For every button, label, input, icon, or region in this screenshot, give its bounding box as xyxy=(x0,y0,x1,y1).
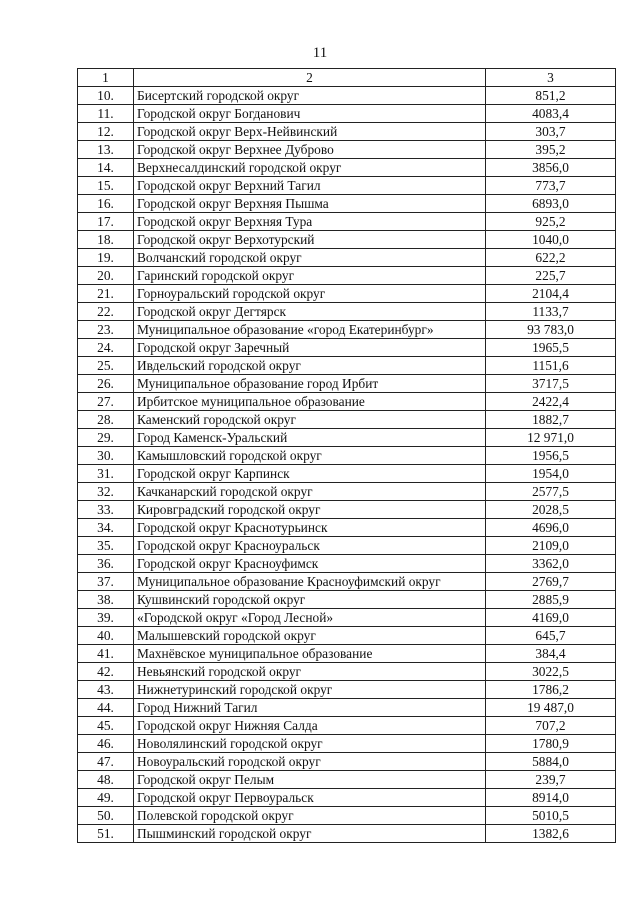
municipality-name: Полевской городской округ xyxy=(134,807,486,825)
table-row xyxy=(78,105,616,123)
table-row xyxy=(78,465,616,483)
table-row xyxy=(78,735,616,753)
row-number: 35. xyxy=(78,537,134,555)
row-value: 3022,5 xyxy=(486,663,616,681)
row-value: 2885,9 xyxy=(486,591,616,609)
row-number: 23. xyxy=(78,321,134,339)
header-col-1: 1 xyxy=(78,69,134,87)
municipality-name: Верхнесалдинский городской округ xyxy=(134,159,486,177)
table-body xyxy=(78,87,616,843)
row-value: 5010,5 xyxy=(486,807,616,825)
table-row xyxy=(78,87,616,105)
municipality-name: Городской округ Красноуфимск xyxy=(134,555,486,573)
row-number: 24. xyxy=(78,339,134,357)
table-row xyxy=(78,609,616,627)
row-number: 39. xyxy=(78,609,134,627)
municipality-name: Малышевский городской округ xyxy=(134,627,486,645)
municipality-name: Кушвинский городской округ xyxy=(134,591,486,609)
table-row xyxy=(78,231,616,249)
municipality-name: Ивдельский городской округ xyxy=(134,357,486,375)
table-row xyxy=(78,825,616,843)
row-number: 18. xyxy=(78,231,134,249)
row-value: 4169,0 xyxy=(486,609,616,627)
row-number: 27. xyxy=(78,393,134,411)
row-number: 51. xyxy=(78,825,134,843)
municipality-name: Новолялинский городской округ xyxy=(134,735,486,753)
municipality-name: Городской округ Верхотурский xyxy=(134,231,486,249)
table-header-row xyxy=(78,69,616,87)
municipality-name: Город Нижний Тагил xyxy=(134,699,486,717)
table-row xyxy=(78,519,616,537)
row-value: 1151,6 xyxy=(486,357,616,375)
row-value: 2422,4 xyxy=(486,393,616,411)
municipality-name: Городской округ Верх-Нейвинский xyxy=(134,123,486,141)
row-value: 645,7 xyxy=(486,627,616,645)
row-value: 384,4 xyxy=(486,645,616,663)
table-row xyxy=(78,411,616,429)
row-number: 17. xyxy=(78,213,134,231)
row-number: 12. xyxy=(78,123,134,141)
row-number: 32. xyxy=(78,483,134,501)
row-number: 41. xyxy=(78,645,134,663)
table-row xyxy=(78,123,616,141)
municipality-name: Гаринский городской округ xyxy=(134,267,486,285)
row-number: 19. xyxy=(78,249,134,267)
table-row xyxy=(78,195,616,213)
municipality-name: Городской округ Верхний Тагил xyxy=(134,177,486,195)
row-number: 43. xyxy=(78,681,134,699)
municipality-name: Пышминский городской округ xyxy=(134,825,486,843)
municipality-name: Махнёвское муниципальное образование xyxy=(134,645,486,663)
municipality-name: Качканарский городской округ xyxy=(134,483,486,501)
row-number: 21. xyxy=(78,285,134,303)
row-number: 38. xyxy=(78,591,134,609)
row-number: 49. xyxy=(78,789,134,807)
row-value: 3362,0 xyxy=(486,555,616,573)
table-row xyxy=(78,393,616,411)
row-value: 2577,5 xyxy=(486,483,616,501)
row-value: 1954,0 xyxy=(486,465,616,483)
municipality-name: Городской округ Заречный xyxy=(134,339,486,357)
row-value: 707,2 xyxy=(486,717,616,735)
row-value: 773,7 xyxy=(486,177,616,195)
row-number: 28. xyxy=(78,411,134,429)
table-row xyxy=(78,159,616,177)
table-row xyxy=(78,681,616,699)
municipality-name: Городской округ Красноуральск xyxy=(134,537,486,555)
row-number: 47. xyxy=(78,753,134,771)
table-row xyxy=(78,249,616,267)
municipality-name: Городской округ Краснотурьинск xyxy=(134,519,486,537)
municipality-name: Камышловский городской округ xyxy=(134,447,486,465)
row-number: 34. xyxy=(78,519,134,537)
row-value: 8914,0 xyxy=(486,789,616,807)
row-value: 12 971,0 xyxy=(486,429,616,447)
table-row xyxy=(78,753,616,771)
row-value: 1786,2 xyxy=(486,681,616,699)
municipality-name: Город Каменск-Уральский xyxy=(134,429,486,447)
table-row xyxy=(78,591,616,609)
municipality-name: Муниципальное образование город Ирбит xyxy=(134,375,486,393)
table-row xyxy=(78,663,616,681)
row-value: 4696,0 xyxy=(486,519,616,537)
row-number: 44. xyxy=(78,699,134,717)
row-number: 26. xyxy=(78,375,134,393)
header-col-2: 2 xyxy=(134,69,486,87)
row-number: 30. xyxy=(78,447,134,465)
municipality-name: Городской округ Верхняя Пышма xyxy=(134,195,486,213)
row-value: 395,2 xyxy=(486,141,616,159)
row-value: 3856,0 xyxy=(486,159,616,177)
row-value: 1882,7 xyxy=(486,411,616,429)
row-value: 19 487,0 xyxy=(486,699,616,717)
municipality-name: Нижнетуринский городской округ xyxy=(134,681,486,699)
table-row xyxy=(78,483,616,501)
municipality-name: Городской округ Нижняя Салда xyxy=(134,717,486,735)
table-row xyxy=(78,303,616,321)
municipality-name: Каменский городской округ xyxy=(134,411,486,429)
municipality-name: Кировградский городской округ xyxy=(134,501,486,519)
table-row xyxy=(78,375,616,393)
row-value: 1780,9 xyxy=(486,735,616,753)
row-number: 45. xyxy=(78,717,134,735)
table-row xyxy=(78,141,616,159)
row-value: 239,7 xyxy=(486,771,616,789)
table-row xyxy=(78,501,616,519)
table-row xyxy=(78,339,616,357)
row-number: 25. xyxy=(78,357,134,375)
table-row xyxy=(78,267,616,285)
table-row xyxy=(78,447,616,465)
row-number: 42. xyxy=(78,663,134,681)
table-row xyxy=(78,555,616,573)
row-value: 2104,4 xyxy=(486,285,616,303)
municipality-name: Городской округ Верхнее Дуброво xyxy=(134,141,486,159)
table-row xyxy=(78,213,616,231)
table-row xyxy=(78,573,616,591)
row-number: 37. xyxy=(78,573,134,591)
municipality-name: «Городской округ «Город Лесной» xyxy=(134,609,486,627)
header-col-3: 3 xyxy=(486,69,616,87)
municipality-name: Городской округ Карпинск xyxy=(134,465,486,483)
row-number: 48. xyxy=(78,771,134,789)
municipality-name: Городской округ Богданович xyxy=(134,105,486,123)
row-value: 2769,7 xyxy=(486,573,616,591)
table-row xyxy=(78,807,616,825)
table-row xyxy=(78,429,616,447)
table-row xyxy=(78,627,616,645)
row-value: 1956,5 xyxy=(486,447,616,465)
page-number: 11 xyxy=(312,45,328,61)
municipality-name: Ирбитское муниципальное образование xyxy=(134,393,486,411)
row-number: 20. xyxy=(78,267,134,285)
row-number: 40. xyxy=(78,627,134,645)
municipality-name: Городской округ Дегтярск xyxy=(134,303,486,321)
row-value: 5884,0 xyxy=(486,753,616,771)
row-value: 925,2 xyxy=(486,213,616,231)
row-number: 10. xyxy=(78,87,134,105)
row-value: 303,7 xyxy=(486,123,616,141)
row-number: 31. xyxy=(78,465,134,483)
row-value: 622,2 xyxy=(486,249,616,267)
municipality-name: Волчанский городской округ xyxy=(134,249,486,267)
table-row xyxy=(78,717,616,735)
row-number: 15. xyxy=(78,177,134,195)
municipality-name: Городской округ Пелым xyxy=(134,771,486,789)
municipality-name: Горноуральский городской округ xyxy=(134,285,486,303)
municipality-name: Городской округ Верхняя Тура xyxy=(134,213,486,231)
municipality-name: Муниципальное образование Красноуфимский округ xyxy=(134,573,486,591)
table-row xyxy=(78,699,616,717)
table-row xyxy=(78,645,616,663)
row-value: 4083,4 xyxy=(486,105,616,123)
row-number: 29. xyxy=(78,429,134,447)
municipality-name: Городской округ Первоуральск xyxy=(134,789,486,807)
municipality-name: Бисертский городской округ xyxy=(134,87,486,105)
row-number: 50. xyxy=(78,807,134,825)
row-value: 93 783,0 xyxy=(486,321,616,339)
municipality-name: Невьянский городской округ xyxy=(134,663,486,681)
table-row xyxy=(78,321,616,339)
row-number: 14. xyxy=(78,159,134,177)
table-row xyxy=(78,789,616,807)
table-row xyxy=(78,537,616,555)
row-number: 13. xyxy=(78,141,134,159)
row-value: 851,2 xyxy=(486,87,616,105)
row-value: 1382,6 xyxy=(486,825,616,843)
row-number: 36. xyxy=(78,555,134,573)
allocation-table xyxy=(77,68,616,843)
row-number: 33. xyxy=(78,501,134,519)
row-value: 1965,5 xyxy=(486,339,616,357)
row-number: 11. xyxy=(78,105,134,123)
row-number: 22. xyxy=(78,303,134,321)
table-row xyxy=(78,771,616,789)
row-value: 3717,5 xyxy=(486,375,616,393)
table-row xyxy=(78,285,616,303)
municipality-name: Новоуральский городской округ xyxy=(134,753,486,771)
row-value: 225,7 xyxy=(486,267,616,285)
row-value: 1133,7 xyxy=(486,303,616,321)
row-number: 16. xyxy=(78,195,134,213)
row-number: 46. xyxy=(78,735,134,753)
row-value: 1040,0 xyxy=(486,231,616,249)
row-value: 2109,0 xyxy=(486,537,616,555)
row-value: 6893,0 xyxy=(486,195,616,213)
table-row xyxy=(78,357,616,375)
table-row xyxy=(78,177,616,195)
row-value: 2028,5 xyxy=(486,501,616,519)
municipality-name: Муниципальное образование «город Екатеринбург» xyxy=(134,321,486,339)
